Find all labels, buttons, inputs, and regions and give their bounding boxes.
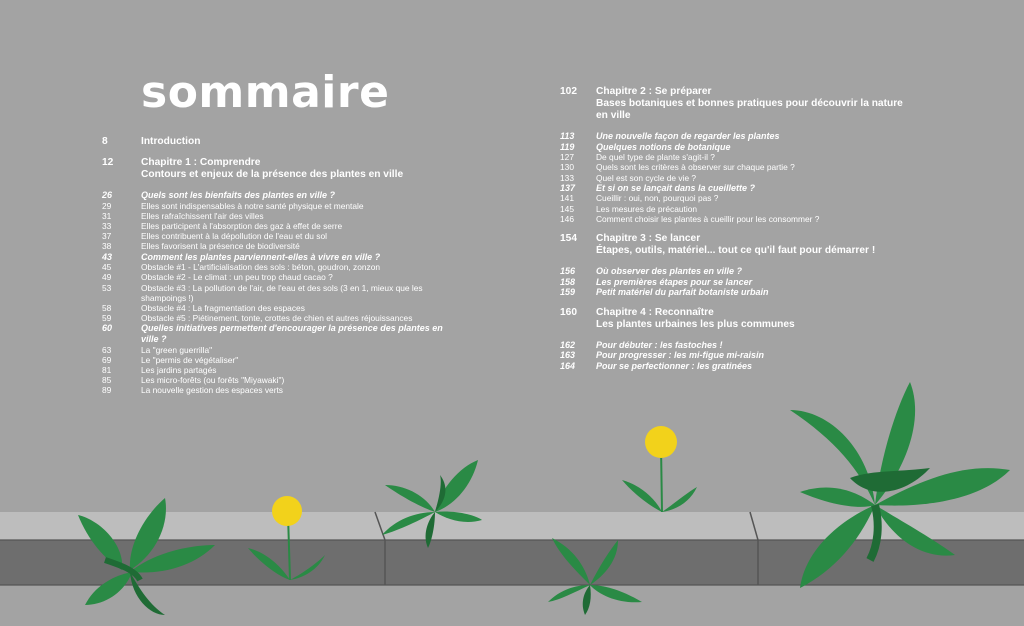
toc-page-number: 37	[102, 231, 112, 242]
toc-entry-text: Contours et enjeux de la présence des plantes en ville	[141, 169, 404, 180]
toc-page-number: 38	[102, 241, 112, 252]
toc-entry-text: Chapitre 2 : Se préparer	[596, 86, 712, 97]
toc-page-number: 43	[102, 251, 113, 262]
toc-spacer	[556, 331, 906, 340]
toc-page-number: 31	[102, 210, 112, 221]
plant-icon	[78, 498, 215, 615]
toc-entry-item[interactable]	[556, 162, 906, 172]
toc-entry-chapter[interactable]	[556, 98, 906, 122]
toc-page-number: 158	[560, 276, 576, 287]
toc-entry-text: Obstacle #1 - L'artificialisation des sols : béton, goudron, zonzon	[141, 262, 381, 273]
toc-spacer	[556, 122, 906, 131]
toc-entry-section[interactable]	[556, 350, 906, 361]
toc-page-number: 53	[102, 282, 112, 293]
toc-entry-chapter[interactable]	[556, 86, 906, 98]
toc-page-number: 85	[102, 375, 112, 386]
toc-entry-item[interactable]	[98, 231, 443, 241]
toc-page-number: 145	[560, 203, 574, 214]
toc-entry-chapter[interactable]	[556, 307, 906, 319]
toc-entry-chapter[interactable]	[98, 136, 443, 148]
toc-entry-text: Les jardins partagés	[141, 365, 217, 376]
toc-entry-text: Obstacle #5 : Piétinement, tonte, crottes de chien et autres réjouissances	[141, 313, 413, 324]
toc-entry-item[interactable]	[98, 272, 443, 282]
toc-page-number	[556, 98, 596, 122]
toc-entry-section[interactable]	[556, 131, 906, 142]
toc-entry-item[interactable]	[98, 283, 443, 303]
toc-page-number	[556, 319, 596, 331]
toc-page-number: 162	[560, 339, 576, 350]
toc-entry-text: Elles rafraîchissent l'air des villes	[141, 210, 264, 221]
toc-page-number: 133	[560, 172, 574, 183]
toc-page-number: 164	[560, 360, 576, 371]
toc-entry-item[interactable]	[98, 211, 443, 221]
toc-entry-chapter[interactable]	[556, 233, 906, 245]
toc-page-number	[98, 169, 141, 181]
toc-page-number: 8	[102, 136, 108, 147]
toc-entry-text: Obstacle #3 : La pollution de l'air, de l'eau et des sols (3 en 1, mieux que les shampoings !)	[141, 282, 423, 303]
toc-entry-chapter[interactable]	[556, 319, 906, 331]
toc-entry-text: Les plantes urbaines les plus communes	[596, 318, 795, 330]
toc-page-number: 159	[560, 287, 576, 298]
toc-page-number: 26	[102, 190, 113, 200]
toc-entry-item[interactable]	[98, 313, 443, 323]
toc-spacer	[98, 148, 443, 157]
toc-page-number: 119	[560, 141, 575, 152]
toc-entry-text: Petit matériel du parfait botaniste urbain	[596, 287, 769, 298]
toc-entry-text: Pour débuter : les fastoches !	[596, 339, 723, 350]
toc-entry-chapter[interactable]	[98, 169, 443, 181]
toc-entry-item[interactable]	[98, 355, 443, 365]
toc-entry-section[interactable]	[556, 340, 906, 351]
toc-page-number: 156	[560, 266, 576, 276]
toc-entry-section[interactable]	[98, 190, 443, 201]
toc-entry-text: Introduction	[141, 136, 201, 147]
toc-entry-text: Chapitre 1 : Comprendre	[141, 157, 261, 168]
toc-spacer	[556, 224, 906, 233]
toc-page-number: 141	[560, 193, 574, 204]
toc-entry-text: Elles sont indispensables à notre santé physique et mentale	[141, 200, 364, 211]
toc-entry-item[interactable]	[98, 375, 443, 385]
toc-entry-text: Les mesures de précaution	[596, 203, 698, 214]
toc-entry-text: Une nouvelle façon de regarder les plantes	[596, 131, 780, 141]
toc-entry-item[interactable]	[98, 345, 443, 355]
toc-entry-item[interactable]	[98, 385, 443, 395]
dandelion-icon	[622, 426, 697, 512]
toc-entry-item[interactable]	[98, 221, 443, 231]
dandelion-icon	[248, 496, 325, 580]
toc-entry-text: Pour se perfectionner : les gratinées	[596, 360, 753, 371]
toc-entry-item[interactable]	[98, 262, 443, 272]
toc-page-number: 89	[102, 385, 112, 396]
toc-page-number: 49	[102, 272, 112, 283]
toc-page-number: 12	[102, 157, 114, 168]
toc-entry-text: Chapitre 4 : Reconnaître	[596, 306, 714, 318]
toc-entry-item[interactable]	[98, 303, 443, 313]
toc-entry-section[interactable]	[98, 323, 443, 344]
plant-icon	[548, 538, 642, 615]
plant-icon	[382, 460, 482, 548]
toc-entry-section[interactable]	[556, 183, 906, 194]
toc-entry-text: Le "permis de végétaliser"	[141, 354, 239, 365]
toc-left-column	[98, 136, 443, 396]
toc-entry-item[interactable]	[556, 152, 906, 162]
toc-page-number: 163	[560, 350, 576, 361]
toc-entry-text: Où observer des plantes en ville ?	[596, 266, 743, 276]
curb-face	[0, 540, 1024, 585]
toc-entry-text: Elles favorisent la présence de biodiversité	[141, 241, 300, 252]
toc-page-number: 160	[560, 306, 577, 318]
toc-page-number: 45	[102, 262, 112, 273]
toc-entry-text: Elles participent à l'absorption des gaz à effet de serre	[141, 221, 343, 231]
toc-entry-item[interactable]	[98, 241, 443, 251]
toc-entry-text: Comment choisir les plantes à cueillir pour les consommer ?	[596, 213, 820, 224]
toc-entry-text: Pour progresser : les mi-figue mi-raisin	[596, 350, 765, 361]
toc-entry-section[interactable]	[556, 361, 906, 372]
toc-page-number: 130	[560, 162, 574, 173]
toc-entry-text: Et si on se lançait dans la cueillette ?	[596, 182, 756, 193]
toc-entry-section[interactable]	[556, 277, 906, 288]
toc-entry-section[interactable]	[556, 266, 906, 277]
toc-page-number: 81	[102, 365, 112, 376]
toc-entry-text: La nouvelle gestion des espaces verts	[141, 385, 283, 396]
toc-entry-text: Étapes, outils, matériel... tout ce qu'il faut pour démarrer !	[596, 245, 876, 256]
toc-page-number: 33	[102, 221, 112, 231]
toc-page-number: 127	[560, 152, 574, 163]
toc-entry-text: Elles contribuent à la dépollution de l'eau et du sol	[141, 231, 327, 242]
toc-entry-text: Les micro-forêts (ou forêts "Miyawaki")	[141, 375, 285, 386]
toc-entry-item[interactable]	[556, 214, 906, 224]
page-title: sommaire	[141, 67, 390, 118]
toc-entry-text: Quelles initiatives permettent d'encourager la présence des plantes en ville ?	[141, 323, 443, 345]
toc-page-number	[556, 245, 596, 257]
toc-entry-item[interactable]	[556, 193, 906, 203]
toc-entry-text: Les premières étapes pour se lancer	[596, 276, 753, 287]
toc-entry-text: De quel type de plante s'agit-il ?	[596, 152, 715, 163]
toc-entry-item[interactable]	[556, 204, 906, 214]
toc-page-number: 29	[102, 200, 112, 211]
curb-top	[0, 512, 1024, 540]
toc-entry-item[interactable]	[98, 365, 443, 375]
toc-entry-chapter[interactable]	[556, 245, 906, 257]
toc-page-number: 102	[560, 86, 577, 97]
toc-entry-text: Comment les plantes parviennent-elles à vivre en ville ?	[141, 251, 381, 262]
toc-entry-text: Chapitre 3 : Se lancer	[596, 233, 701, 244]
toc-entry-text: Bases botaniques et bonnes pratiques pour découvrir la nature en ville	[596, 98, 903, 121]
toc-page-number: 113	[560, 131, 575, 141]
toc-entry-text: Cueillir : oui, non, pourquoi pas ?	[596, 193, 719, 204]
toc-page-number: 59	[102, 313, 112, 324]
toc-spacer	[556, 298, 906, 307]
toc-entry-text: La "green guerrilla"	[141, 344, 213, 355]
toc-entry-item[interactable]	[98, 201, 443, 211]
toc-entry-text: Quels sont les bienfaits des plantes en ville ?	[141, 190, 336, 200]
toc-page-number: 137	[560, 182, 576, 193]
toc-right-column	[556, 86, 906, 372]
toc-page-number: 146	[560, 213, 574, 224]
toc-entry-section[interactable]	[556, 142, 906, 153]
plant-icon	[790, 382, 1010, 588]
toc-entry-section[interactable]	[98, 252, 443, 263]
toc-entry-text: Obstacle #2 - Le climat : un peu trop chaud cacao ?	[141, 272, 333, 283]
toc-page-number: 60	[102, 323, 113, 334]
toc-page-number: 58	[102, 303, 112, 314]
toc-entry-text: Quel est son cycle de vie ?	[596, 172, 697, 183]
toc-entry-section[interactable]	[556, 287, 906, 298]
toc-entry-item[interactable]	[556, 173, 906, 183]
toc-spacer	[556, 257, 906, 266]
toc-entry-text: Obstacle #4 : La fragmentation des espaces	[141, 303, 305, 314]
toc-entry-text: Quels sont les critères à observer sur chaque partie ?	[596, 162, 795, 173]
toc-page-number: 69	[102, 354, 112, 365]
toc-entry-chapter[interactable]	[98, 157, 443, 169]
toc-spacer	[98, 181, 443, 190]
toc-page-number: 63	[102, 344, 112, 355]
toc-entry-text: Quelques notions de botanique	[596, 141, 731, 152]
toc-page-number: 154	[560, 233, 577, 244]
